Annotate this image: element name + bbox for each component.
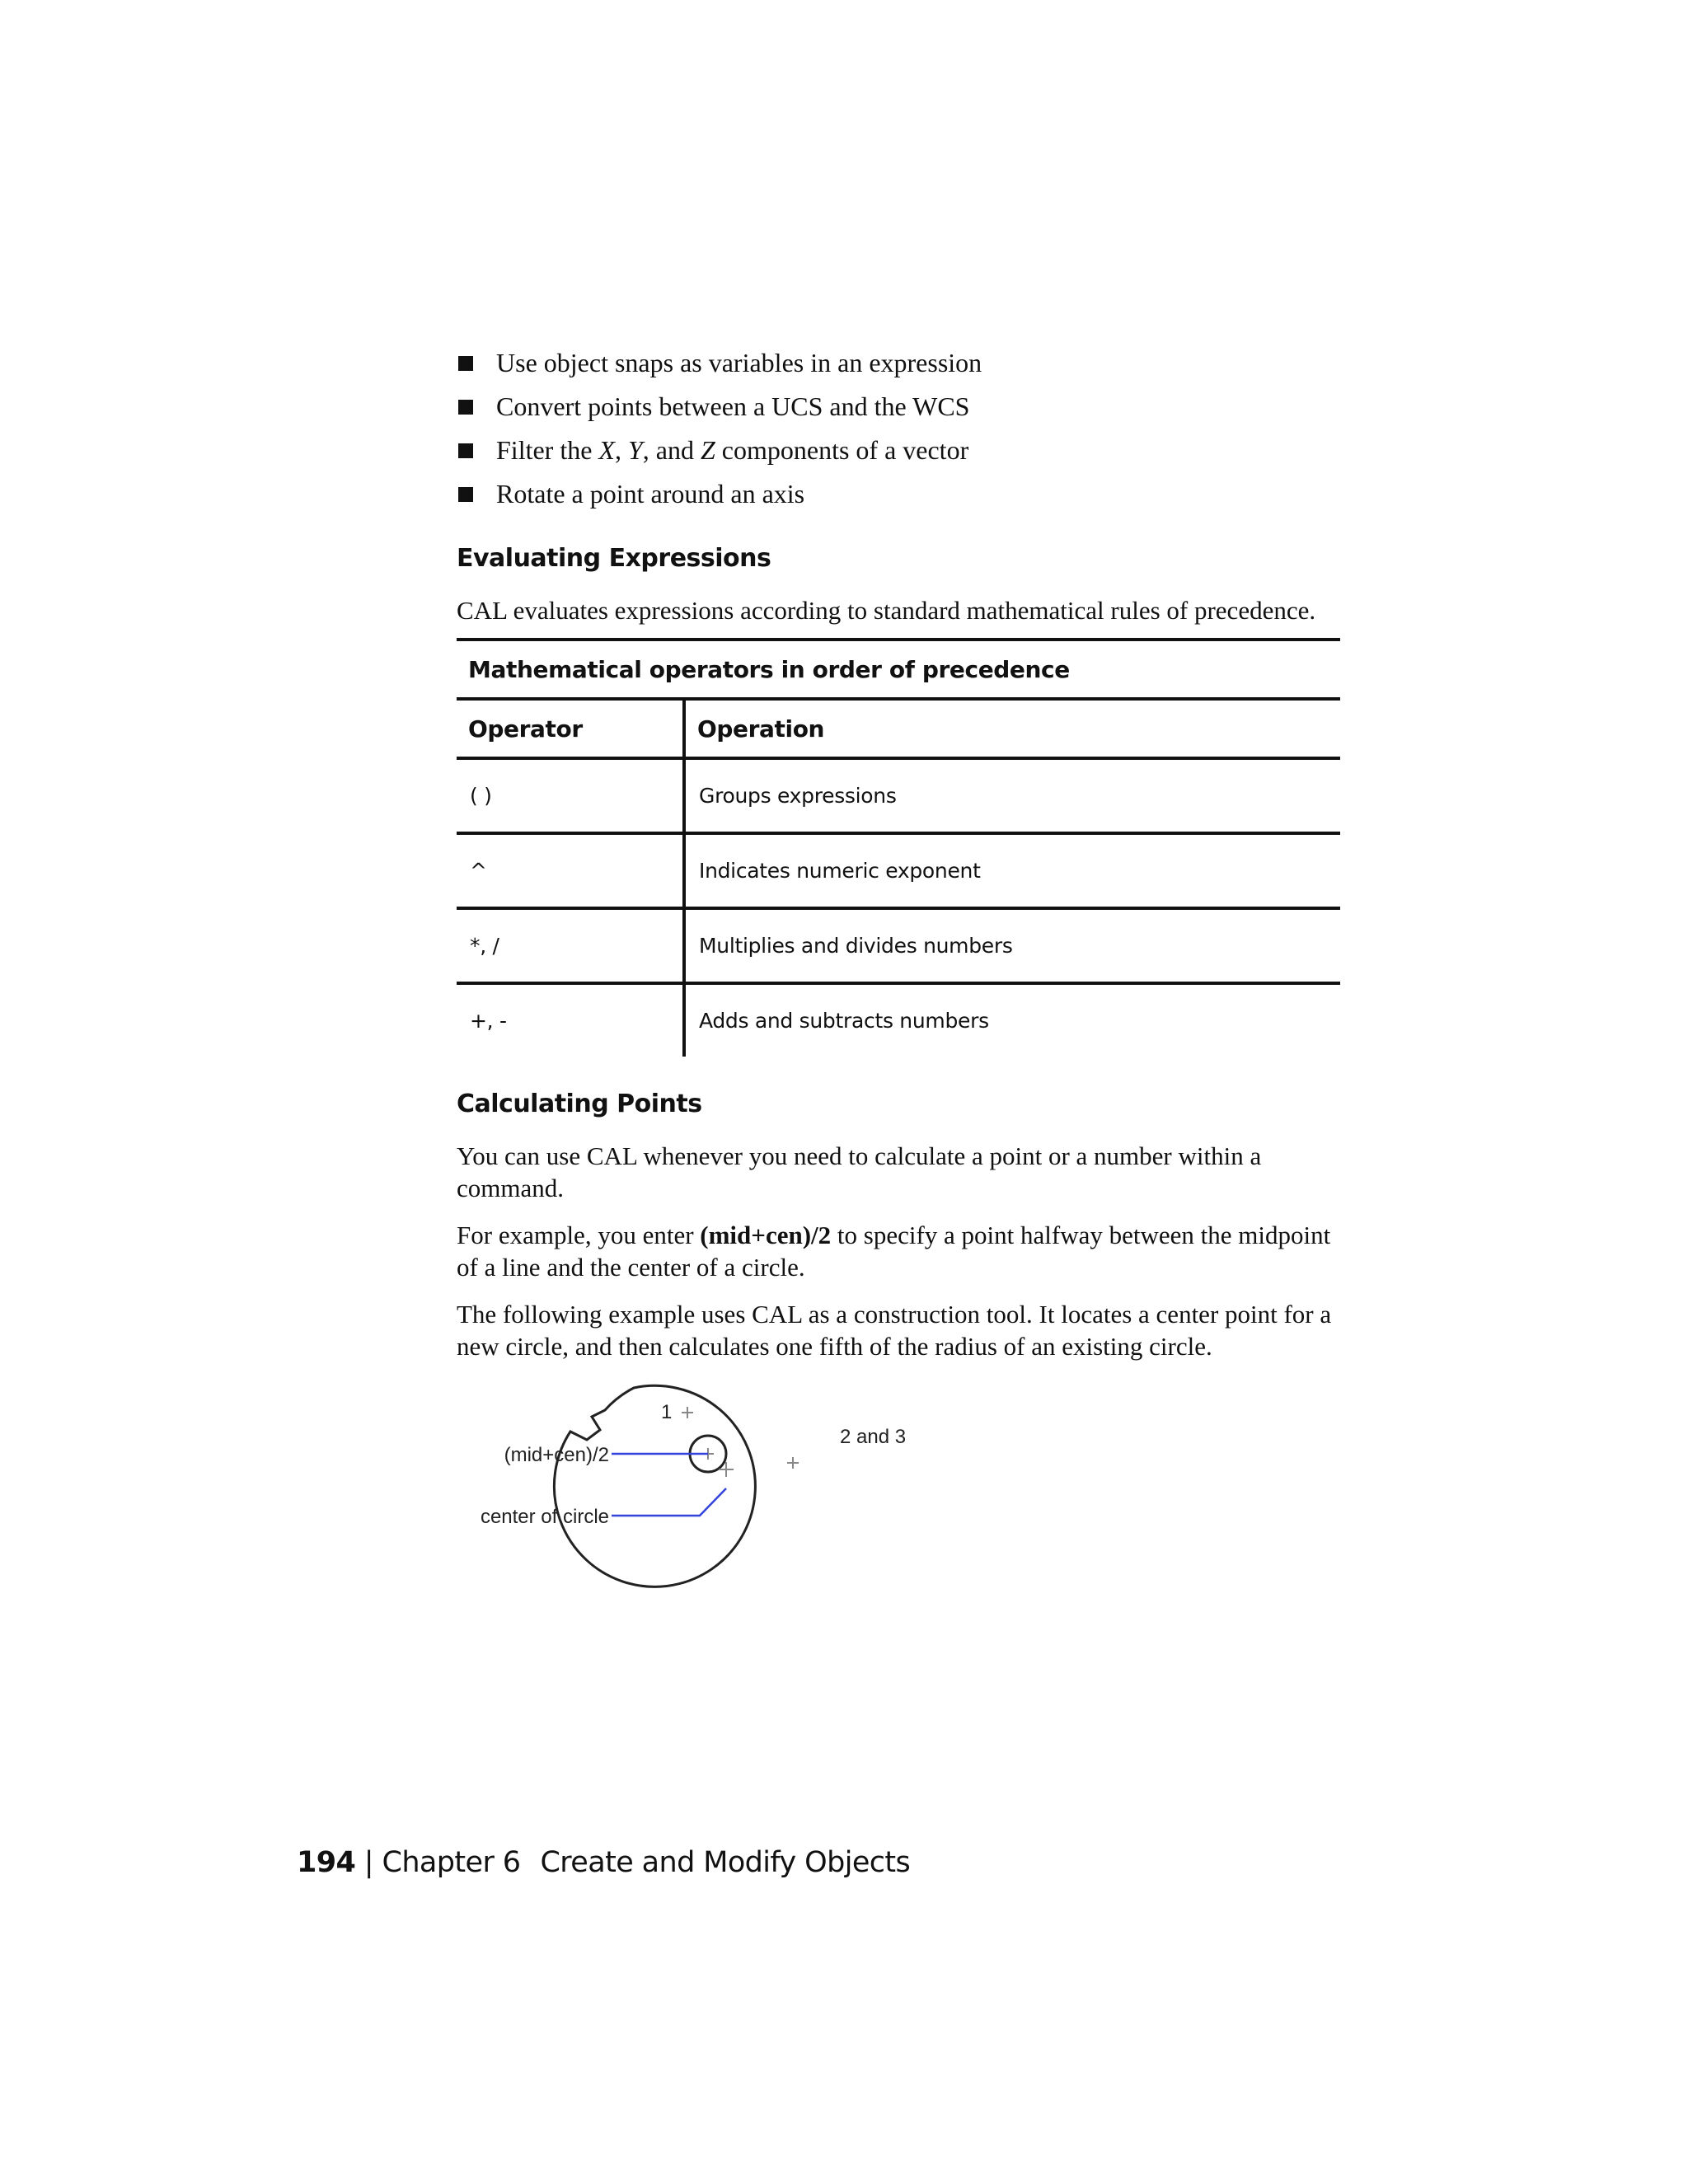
operation-cell: Multiplies and divides numbers xyxy=(684,908,1340,983)
square-bullet-icon xyxy=(458,487,473,502)
leader-line-center xyxy=(612,1488,726,1516)
column-header-operation: Operation xyxy=(684,699,1340,758)
label-2-and-3: 2 and 3 xyxy=(840,1426,907,1448)
cross-marker-icon xyxy=(682,1407,799,1477)
bullet-item xyxy=(457,429,1340,472)
operator-cell: +, - xyxy=(457,983,684,1057)
bullet-text: Use object snaps as variables in an expression xyxy=(496,348,982,377)
square-bullet-icon xyxy=(458,356,473,371)
bullet-var-z: Z xyxy=(700,435,715,465)
table-row xyxy=(457,908,1340,983)
paragraph-calculating-3: The following example uses CAL as a construction tool. It locates a center point for a new circle, and then calculates one fifth of the radius of an existing circle. xyxy=(457,1300,1332,1361)
bullet-sep: , xyxy=(614,435,628,465)
column-header-operator: Operator xyxy=(457,699,684,758)
operator-cell: *, / xyxy=(457,908,684,983)
bullet-item xyxy=(457,341,1340,385)
section-heading-calculating: Calculating Points xyxy=(457,1090,702,1118)
operators-table xyxy=(457,638,1340,1057)
operation-cell: Adds and subtracts numbers xyxy=(699,1009,989,1033)
existing-circle xyxy=(554,1385,755,1586)
operation-cell: Indicates numeric exponent xyxy=(684,833,1340,908)
bullet-text-pre: Filter the xyxy=(496,435,599,465)
table-row xyxy=(457,833,1340,908)
bullet-text: Convert points between a UCS and the WCS xyxy=(496,391,970,421)
paragraph-text: to specify a point halfway between the midpoint of a line and the center of a circle. xyxy=(457,1221,1331,1282)
paragraph-text: For example, you enter xyxy=(457,1221,701,1249)
bullet-sep: , and xyxy=(642,435,701,465)
paragraph-calculating-2 xyxy=(457,1219,1340,1283)
label-center-of-circle: center of circle xyxy=(480,1506,609,1528)
table-caption: Mathematical operators in order of precedence xyxy=(457,640,1340,699)
operator-cell: ( ) xyxy=(457,758,684,833)
square-bullet-icon xyxy=(458,400,473,415)
bullet-text: Rotate a point around an axis xyxy=(496,479,805,509)
page-number: 194 xyxy=(297,1846,356,1879)
chapter-label: Chapter 6 xyxy=(382,1846,521,1879)
page-content xyxy=(457,341,1340,1600)
bullet-var-x: X xyxy=(598,435,615,465)
bullet-text-post: components of a vector xyxy=(715,435,969,465)
paragraph-evaluating: CAL evaluates expressions according to standard mathematical rules of precedence. xyxy=(457,596,1316,625)
bullet-var-y: Y xyxy=(627,435,643,465)
chapter-title: Create and Modify Objects xyxy=(540,1846,911,1879)
page-footer xyxy=(297,1846,910,1879)
paragraph-calculating-1: You can use CAL whenever you need to calculate a point or a number within a command. xyxy=(457,1141,1262,1202)
construction-figure xyxy=(457,1377,968,1600)
operator-cell: ^ xyxy=(457,833,684,908)
table-row xyxy=(457,983,1340,1057)
label-mid-cen: (mid+cen)/2 xyxy=(504,1444,609,1466)
operation-cell: Groups expressions xyxy=(684,758,1340,833)
section-heading-evaluating: Evaluating Expressions xyxy=(457,544,771,573)
bullet-item xyxy=(457,472,1340,516)
label-point-1: 1 xyxy=(661,1401,673,1423)
table-row xyxy=(457,758,1340,833)
footer-separator: | xyxy=(355,1846,382,1879)
bullet-item xyxy=(457,385,1340,429)
feature-bullet-list xyxy=(457,341,1340,516)
expression-example: (mid+cen)/2 xyxy=(700,1221,832,1249)
square-bullet-icon xyxy=(458,443,473,458)
